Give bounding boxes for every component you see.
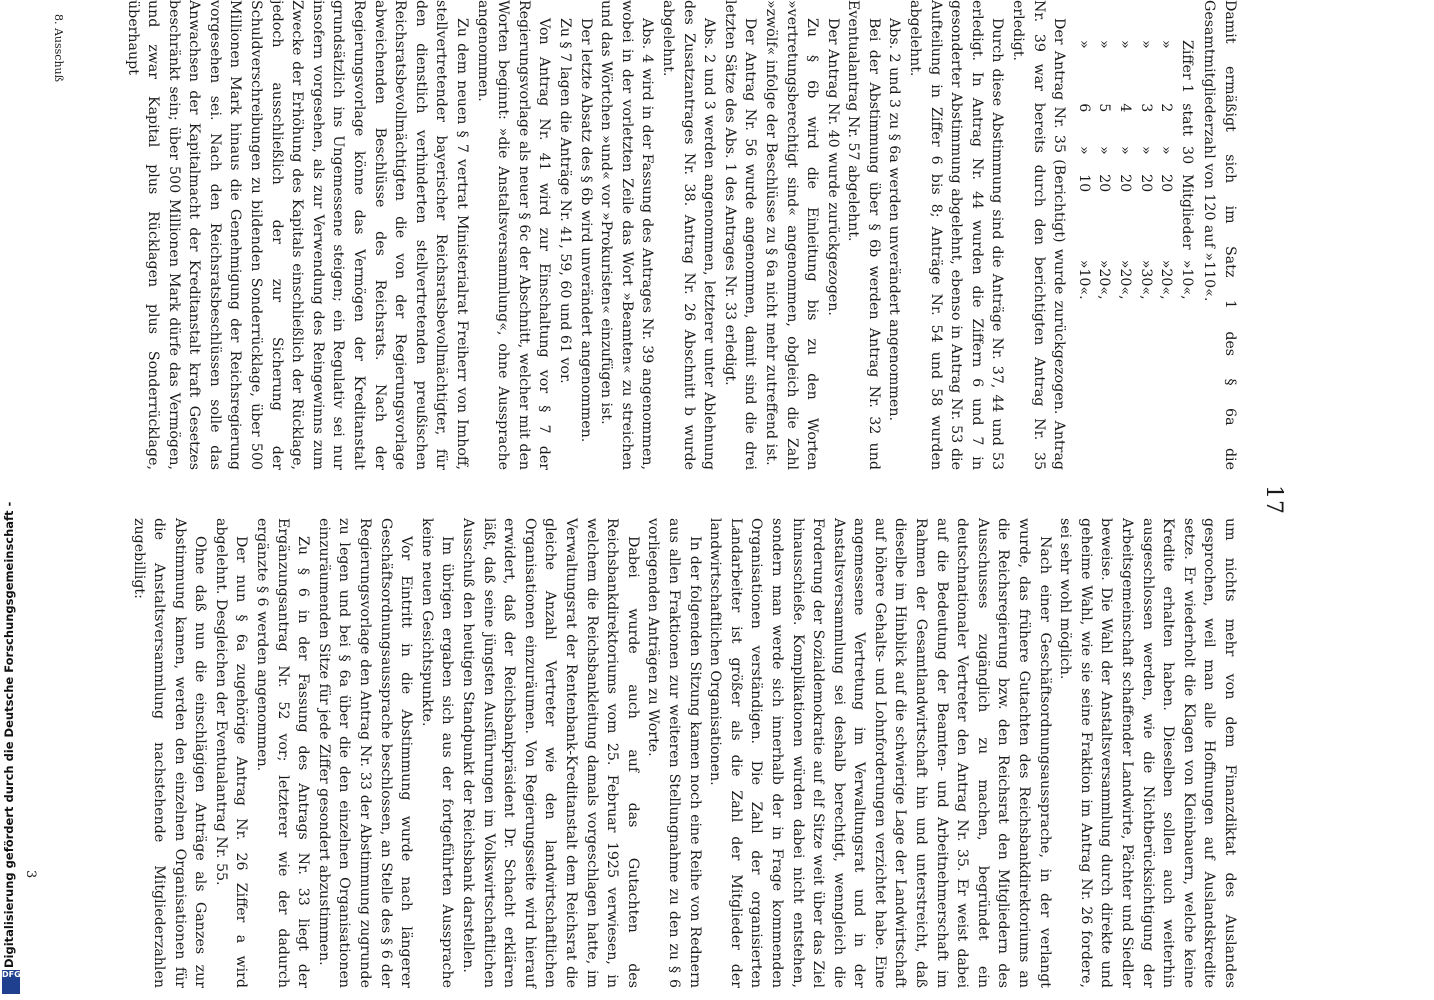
right-column (128, 518, 1240, 988)
ziffer-cell: » (1096, 146, 1113, 155)
paragraph: Der letzte Absatz des § 6b wird unverändert angenommen. (577, 18, 594, 443)
paragraph: Der Antrag Nr. 40 wurde zurückgezogen. (824, 18, 841, 316)
ziffer-cell: » (1117, 40, 1134, 49)
ziffer-cell: 20 (1158, 174, 1175, 193)
ziffer-cell: Mitglieder (1178, 174, 1195, 250)
ziffer-cell: » (1075, 146, 1092, 155)
ziffer-row (1114, 40, 1135, 310)
paragraph: Nach einer Geschäftsordnungsaussprache, in der verlangt wurde, das frühere Gutachten des Reichsbankdirektoriums an die Reichsregierung bzw. den Reichsrat den Mitgliedern des Ausschusses zugänglich zu machen, begründet ein deutschnationaler Vertreter den Antrag Nr. 35. Er weist dabei auf die Bedeutung der Beamten- und Arbeitnehmerschaft im Rahmen der Gesamtlandwirtschaft hin und unterstreicht, daß dieselbe im Hinblick auf die schwierige Lage der Landwirtschaft auf höhere Gehalts- und Lohnforderungen verzichtet habe. Eine angemessene Vertretung im Verwaltungsrat und in der Anstaltsversammlung sei deshalb berechtigt, wenngleich die Forderung der Sozialdemokratie auf elf Sitze weit über das Ziel hinausschieße. Komplikationen würden dabei nicht entstehen, sondern man werde sich innerhalb der in Frage kommenden Organisationen verständigen. Die Zahl der organisierten Landarbeiter ist größer als die Zahl der Mitglieder der landwirtschaftlichen Organisationen. (707, 518, 1053, 988)
ziffer-row (1176, 40, 1197, 310)
paragraph: In der folgenden Sitzung kamen noch eine Reihe von Rednern aus allen Fraktionen zur weiteren Stellungnahme zu den zu § 6 vorliegenden Anträgen zu Worte. (645, 518, 703, 988)
ziffer-row (1073, 40, 1094, 310)
ziffer-cell: 2 (1158, 103, 1175, 113)
ziffer-row (1094, 40, 1115, 310)
ziffer-cell: 30 (1178, 146, 1195, 165)
ziffer-cell: » (1158, 40, 1175, 49)
signature-mark-left: 8. Ausschuß (52, 14, 65, 82)
ziffer-cell: 20 (1137, 174, 1154, 193)
ziffer-cell: 20 (1096, 174, 1113, 193)
paragraph: Durch diese Abstimmung sind die Anträge Nr. 37, 44 und 53 erledigt. In Antrag Nr. 44 wurden die Ziffern 6 und 7 in gesonderter Abstimmung abgelehnt, ebenso in Antrag Nr. 53 die Aufteilung in Ziffer 6 bis 8; Anträge Nr. 54 und 58 wurden abgelehnt. (907, 0, 1006, 470)
ziffer-cell: »20«, (1158, 259, 1175, 300)
ziffer-cell: Ziffer 1 (1178, 40, 1195, 94)
ziffer-cell: »10«, (1178, 259, 1195, 300)
ziffer-row (1156, 40, 1177, 310)
ziffer-cell: »20«, (1117, 259, 1134, 300)
signature-mark-right: 3 (23, 870, 38, 879)
paragraph: Zu dem neuen § 7 vertrat Ministerialrat Freiherr von Imhoff, stellvertretender bayerischer Reichsratsbevollmächtigter, für den dienstlich verhinderten stellvertretenden preußischen Reichsratsbevollmächtigten die von der Regierungsvorlage abweichenden Beschlüsse des Reichsrats. Nach der Regierungsvorlage könne das Vermögen der Kreditanstalt grundsätzlich ins Ungemessene steigen; ein Regulativ sei nur insofern vorgesehen, als zur Verwendung des Reingewinns zum Zwecke der Erhöhung des Kapitals einschließlich der Rücklage, jedoch ausschließlich der zur Sicherung der Schuldverschreibungen zu bildenden Sonderrücklage, über 500 Millionen Mark hinaus die Genehmigung der Reichsregierung vorgesehen sei. Nach den Reichsratsbeschlüssen solle das Anwachsen der Kapitalmacht der Kreditanstalt kraft Gesetzes beschränkt sein; über 500 Millionen Mark dürfe das Vermögen, und zwar Kapital plus Rücklagen plus Sonderrücklage, überhaupt (124, 0, 471, 470)
ziffer-cell: » (1117, 146, 1134, 155)
ziffer-cell: 20 (1117, 174, 1134, 193)
paragraph: Der nun § 6a zugehörige Antrag Nr. 26 Ziffer a wird abgelehnt. Desgleichen der Eventualantrag Nr. 55. (212, 518, 250, 988)
ziffer-cell: »20«, (1096, 259, 1113, 300)
paragraph: um nichts mehr von dem Finanzdiktat des Auslandes gesprochen, weil man alle Hoffnungen auf Auslandskredite setze. Er wiederholt die Klagen von Kleinbauern, welche keine Kredite erhalten haben. Dieselben sollen auch weiterhin ausgeschlossen werden, wie die Nichtberücksichtigung der Arbeitsgemeinschaft schaffender Landwirte, Pächter und Siedler beweise. Die Wahl der Anstaltsversammlung durch direkte und geheime Wahl, wie sie seine Fraktion im Antrag Nr. 26 fordere, sei sehr wohl möglich. (1057, 518, 1238, 988)
footer-text: Digitalisierung gefördert durch die Deutsche Forschungsgemeinschaft - (2, 501, 16, 968)
page-number: 17 (1261, 485, 1286, 515)
paragraph: Bei der Abstimmung über § 6b werden Antrag Nr. 32 und Eventualantrag Nr. 57 abgelehnt. (845, 0, 882, 470)
paragraph: Dabei wurde auch auf das Gutachten des Reichsbankdirektoriums vom 25. Februar 1925 verwiesen, in welchem die Reichsbankleitung damals vorgeschlagen hatte, im Verwaltungsrat der Rentenbank-Kreditanstalt dem Reichsrat die gleiche Anzahl Vertreter wie den landwirtschaftlichen Organisationen einzuräumen. Von Regierungsseite wird hierauf erwidert, daß der Reichsbankpräsident Dr. Schacht erklären läßt, daß seine jüngsten Ausführungen im Volkswirtschaftlichen Ausschuß den heutigen Standpunkt der Reichsbank darstellen. (460, 518, 641, 988)
ziffer-cell: 5 (1096, 103, 1113, 113)
paragraph: Vor Eintritt in die Abstimmung wurde nach längerer Geschäftsordnungsaussprache beschlossen, an Stelle des § 6 der Regierungsvorlage den Antrag Nr. 33 der Abstimmung zugrunde zu legen und bei § 6a über die den einzelnen Organisationen einzuräumenden Sitze für jede Ziffer gesondert abzustimmen. (315, 518, 415, 988)
ziffer-cell: 4 (1117, 103, 1134, 113)
ziffer-cell: » (1137, 40, 1154, 49)
paragraph: Abs. 4 wird in der Fassung des Antrages Nr. 39 angenommen, wobei in der vorletzten Zeile das Wort »Beamten« zu streichen und das Wörtchen »und« vor »Prokuristen« einzufügen ist. (598, 0, 656, 470)
ziffer-cell: 6 (1075, 103, 1092, 113)
paragraph: Von Antrag Nr. 41 wird zur Einschaltung vor § 7 der Regierungsvorlage als neuer § 6c der Abschnitt, welcher mit den Worten beginnt: »die Anstaltsversammlung«, ohne Aussprache angenommen. (474, 0, 553, 470)
paragraph: Zu § 6 in der Fassung des Antrags Nr. 33 liegt der Ergänzungsantrag Nr. 52 vor; letzterer wie der dadurch ergänzte § 6 werden angenommen. (254, 518, 312, 988)
ziffer-cell: 3 (1137, 103, 1154, 113)
paragraph: Der Antrag Nr. 35 (Berichtigt) wurde zurückgezogen. Antrag Nr. 39 war bereits durch den berichtigten Antrag Nr. 35 erledigt. (1010, 0, 1068, 470)
paragraph: Ohne daß nun die einschlägigen Anträge als Ganzes zur Abstimmung kamen, werden den einzelnen Organisationen für die Anstaltsversammlung nachstehende Mitgliederzahlen zugebilligt: (130, 518, 209, 988)
digitization-footer (0, 0, 22, 1000)
ziffer-cell: »30«, (1137, 259, 1154, 300)
ziffer-table (1073, 40, 1197, 310)
ziffer-cell: » (1158, 146, 1175, 155)
left-column (122, 0, 1240, 470)
paragraph: Abs. 2 und 3 zu § 6a werden unverändert angenommen. (886, 18, 903, 421)
paragraph: Abs. 2 und 3 werden angenommen, letzterer unter Ablehnung des Zusatzantrages Nr. 38. Antrag Nr. 26 Abschnitt b wurde abgelehnt. (659, 0, 718, 470)
paragraph: Damit ermäßigt sich im Satz 1 des § 6a die Gesamtmitgliederzahl von 120 auf »110«. (1201, 0, 1238, 470)
dfg-logo-icon: DFG (2, 970, 20, 994)
ziffer-cell: » (1137, 146, 1154, 155)
paragraph: Zu § 6b wird die Einleitung bis zu den Worten »vertretungsberechtigt sind« angenommen, obgleich die Zahl »zwölf« infolge der Beschlüsse zu § 6a nicht mehr zutreffend ist. (762, 0, 821, 470)
paragraph: Zu § 7 lagen die Anträge Nr. 41, 59, 60 und 61 vor. (557, 18, 573, 384)
ziffer-cell: » (1075, 40, 1092, 49)
ziffer-row (1135, 40, 1156, 310)
paragraph: Im übrigen ergaben sich aus der fortgeführten Aussprache keine neuen Gesichtspunkte. (418, 518, 456, 988)
ziffer-cell: statt (1178, 103, 1195, 137)
paragraph: Der Antrag Nr. 56 wurde angenommen, damit sind die drei letzten Sätze des Abs. 1 des Antrages Nr. 33 erledigt. (721, 0, 759, 470)
ziffer-cell: »10«. (1075, 259, 1092, 300)
ziffer-cell: 10 (1075, 174, 1092, 193)
ziffer-cell: » (1096, 40, 1113, 49)
